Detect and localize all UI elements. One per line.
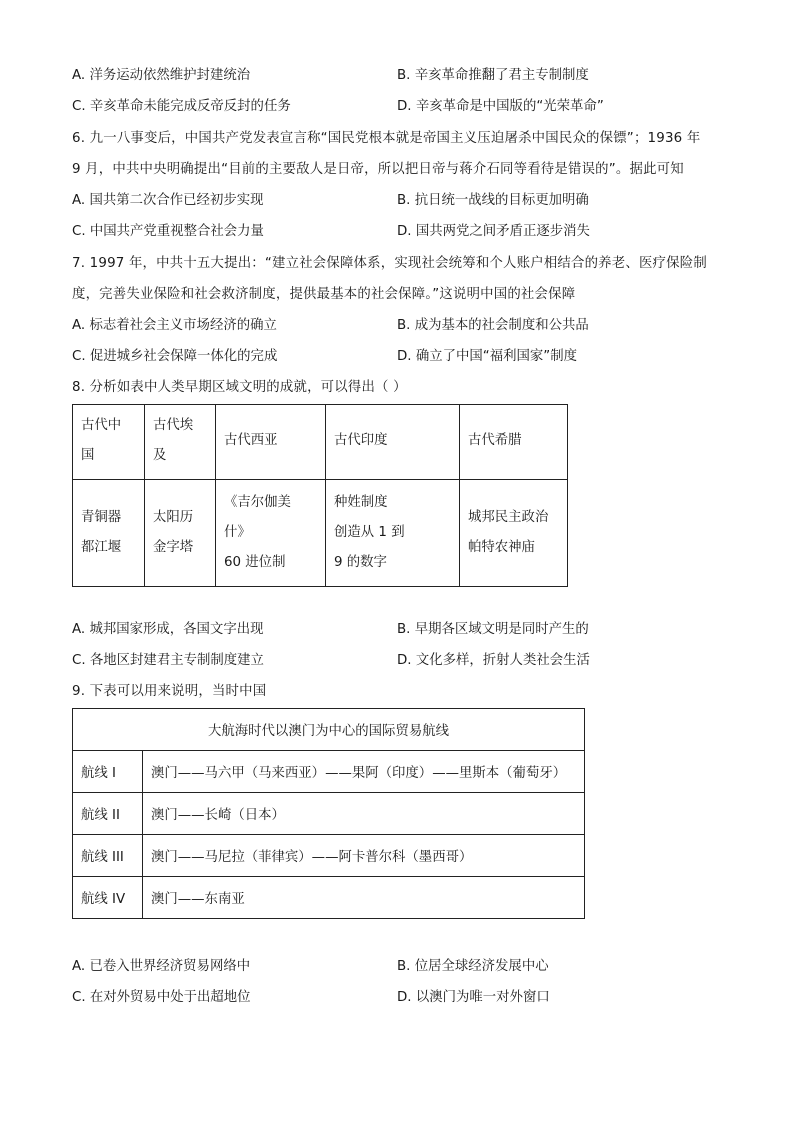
q6-stem-line-1: 6. 九一八事变后，中国共产党发表宣言称“国民党根本就是帝国主义压迫屠杀中国民众的保镖”；1936 年 [72,131,701,146]
q8-header-india: 古代印度 [326,405,460,480]
q9-table-title: 大航海时代以澳门为中心的国际贸易航线 [73,709,585,751]
q8-cell-egypt: 太阳历 金字塔 [145,480,216,587]
q9-route-text: 澳门——马六甲（马来西亚）——果阿（印度）——里斯本（葡萄牙） [143,751,585,793]
q9-stem: 9. 下表可以用来说明，当时中国 [72,684,267,699]
q8-table-body-row [73,480,568,587]
q9-route-label: 航线 IV [73,877,143,919]
q8-option-d: D. 文化多样，折射人类社会生活 [397,653,590,668]
q7-option-b: B. 成为基本的社会制度和公共品 [397,318,589,333]
q7-stem-line-2: 度，完善失业保险和社会救济制度，提供最基本的社会保障。”这说明中国的社会保障 [72,287,576,302]
q9-option-d: D. 以澳门为唯一对外窗口 [397,990,550,1005]
q9-option-b: B. 位居全球经济发展中心 [397,959,549,974]
q6-option-a: A. 国共第二次合作已经初步实现 [72,193,264,208]
q8-option-c: C. 各地区封建君主专制制度建立 [72,653,264,668]
q9-table-title-row [73,709,585,751]
q8-cell-india: 种姓制度 创造从 1 到 9 的数字 [326,480,460,587]
q7-option-d: D. 确立了中国“福利国家”制度 [397,349,577,364]
q8-header-china: 古代中 国 [73,405,145,480]
q6-option-d: D. 国共两党之间矛盾正逐步消失 [397,224,590,239]
q8-header-egypt: 古代埃 及 [145,405,216,480]
q6-stem-line-2: 9 月，中共中央明确提出“目前的主要敌人是日帝，所以把日帝与蒋介石同等看待是错误的”。据此可知 [72,162,684,177]
q8-civilization-table [72,404,568,587]
q6-option-c: C. 中国共产党重视整合社会力量 [72,224,264,239]
q8-cell-west-asia: 《吉尔伽美 什》 60 进位制 [216,480,326,587]
q5-option-b: B. 辛亥革命推翻了君主专制制度 [397,68,589,83]
q8-option-b: B. 早期各区域文明是同时产生的 [397,622,589,637]
q8-header-greece: 古代希腊 [460,405,568,480]
q5-option-a: A. 洋务运动依然维护封建统治 [72,68,251,83]
table-row [73,877,585,919]
table-row [73,793,585,835]
q8-stem: 8. 分析如表中人类早期区域文明的成就，可以得出（ ） [72,380,407,395]
q9-route-text: 澳门——长崎（日本） [143,793,585,835]
q7-stem-line-1: 7. 1997 年，中共十五大提出：“建立社会保障体系，实现社会统筹和个人账户相结合的养老、医疗保险制 [72,256,707,271]
table-row [73,835,585,877]
q9-route-label: 航线 III [73,835,143,877]
q9-option-a: A. 已卷入世界经济贸易网络中 [72,959,251,974]
q8-cell-greece: 城邦民主政治 帕特农神庙 [460,480,568,587]
q5-option-c: C. 辛亥革命未能完成反帝反封的任务 [72,99,291,114]
table-row [73,751,585,793]
q9-route-label: 航线 I [73,751,143,793]
q9-route-text: 澳门——马尼拉（菲律宾）——阿卡普尔科（墨西哥） [143,835,585,877]
q6-option-b: B. 抗日统一战线的目标更加明确 [397,193,589,208]
q5-option-d: D. 辛亥革命是中国版的“光荣革命” [397,99,604,114]
q9-option-c: C. 在对外贸易中处于出超地位 [72,990,251,1005]
q8-table-header-row [73,405,568,480]
q7-option-a: A. 标志着社会主义市场经济的确立 [72,318,277,333]
q8-cell-china: 青铜器 都江堰 [73,480,145,587]
q7-option-c: C. 促进城乡社会保障一体化的完成 [72,349,278,364]
q9-route-text: 澳门——东南亚 [143,877,585,919]
q8-option-a: A. 城邦国家形成，各国文字出现 [72,622,264,637]
q9-trade-route-table [72,708,585,919]
q8-header-west-asia: 古代西亚 [216,405,326,480]
q9-route-label: 航线 II [73,793,143,835]
